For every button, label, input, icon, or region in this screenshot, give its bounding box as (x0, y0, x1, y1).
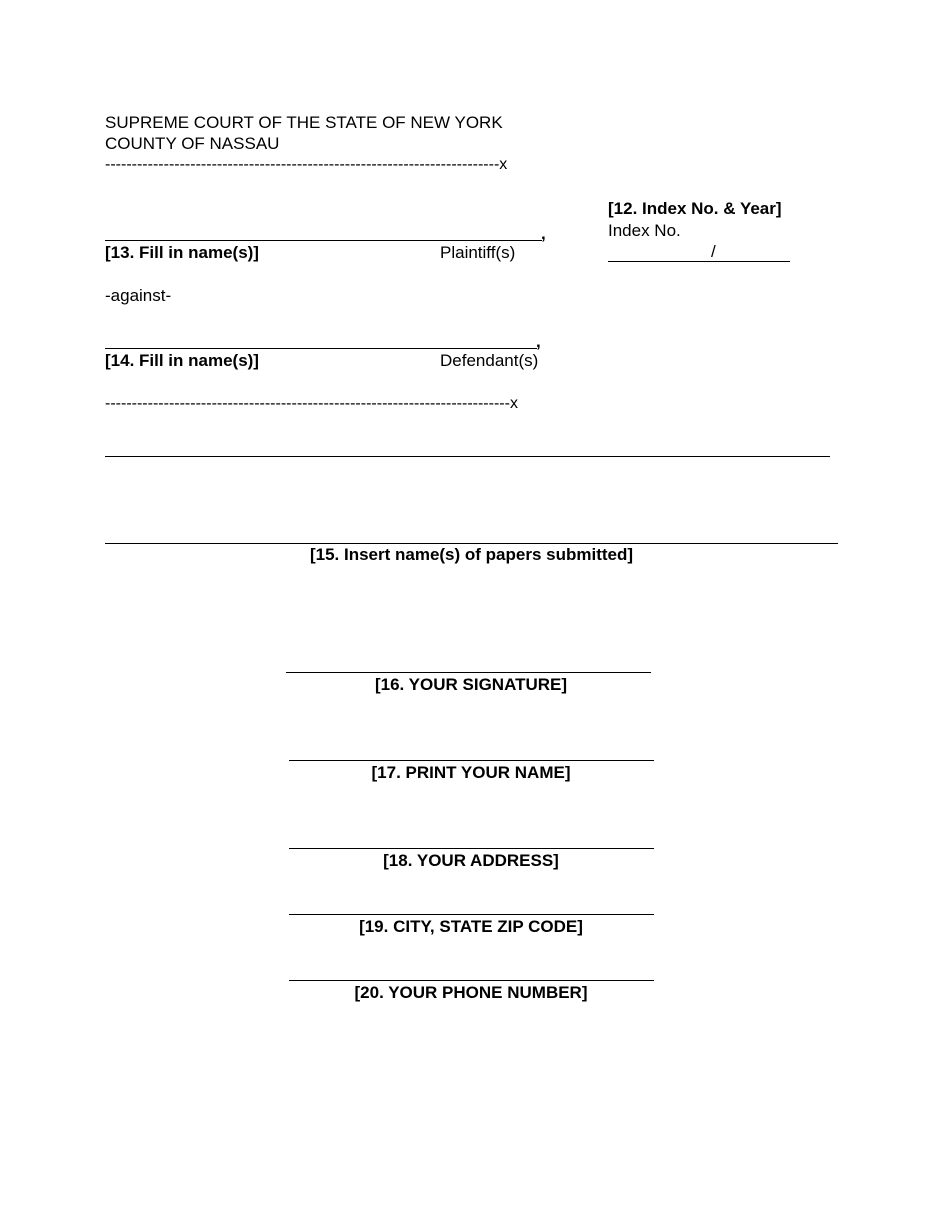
against-text: -against- (105, 286, 172, 305)
print-name-label: [17. PRINT YOUR NAME] (371, 763, 571, 782)
plaintiff-name-field[interactable] (105, 240, 542, 241)
phone-label: [20. YOUR PHONE NUMBER] (354, 983, 588, 1002)
signature-field[interactable] (286, 672, 651, 673)
address-label: [18. YOUR ADDRESS] (383, 851, 559, 870)
plaintiff-comma: , (541, 224, 546, 243)
caption-top-rule: --------------------------------------------------------------------------x (105, 156, 508, 173)
papers-field-line-2[interactable] (105, 543, 838, 544)
defendant-role: Defendant(s) (440, 351, 539, 370)
defendant-field-label: [14. Fill in name(s)] (105, 351, 259, 370)
address-field[interactable] (289, 848, 654, 849)
caption-bottom-rule: ----------------------------------------------------------------------------x (105, 395, 518, 412)
plaintiff-role: Plaintiff(s) (440, 243, 516, 262)
phone-field[interactable] (289, 980, 654, 981)
index-label: Index No. (608, 221, 681, 240)
city-state-zip-label: [19. CITY, STATE ZIP CODE] (359, 917, 583, 936)
defendant-comma: , (536, 332, 541, 351)
papers-label: [15. Insert name(s) of papers submitted] (309, 545, 634, 564)
city-state-zip-field[interactable] (289, 914, 654, 915)
signature-label: [16. YOUR SIGNATURE] (374, 675, 568, 694)
county-name: COUNTY OF NASSAU (105, 134, 280, 153)
papers-field-line-1[interactable] (105, 456, 830, 457)
index-heading: [12. Index No. & Year] (608, 199, 782, 218)
index-number-field[interactable] (608, 261, 790, 262)
index-separator: / (711, 242, 716, 261)
plaintiff-field-label: [13. Fill in name(s)] (105, 243, 259, 262)
print-name-field[interactable] (289, 760, 654, 761)
defendant-name-field[interactable] (105, 348, 537, 349)
court-name: SUPREME COURT OF THE STATE OF NEW YORK (105, 113, 503, 132)
